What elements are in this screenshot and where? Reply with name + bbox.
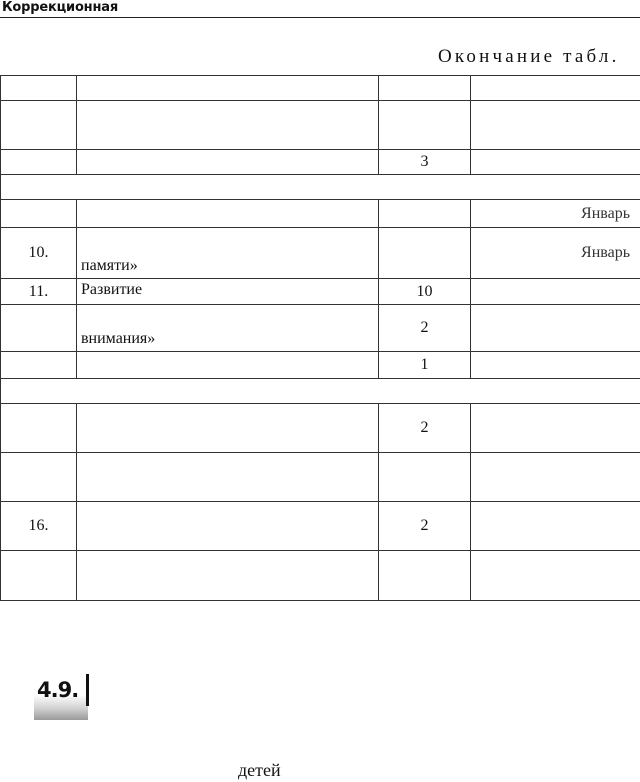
row-topic: памяти»: [77, 228, 379, 279]
row-date: [471, 453, 640, 502]
row-number: [1, 150, 77, 175]
row-hours: [379, 551, 471, 601]
row-hours: [379, 453, 471, 502]
section-number: 4.9.: [37, 678, 79, 702]
row-hours: [379, 228, 471, 279]
section-heading: [1, 379, 640, 404]
row-number: [1, 101, 77, 150]
row-number: [1, 352, 77, 379]
row-date: [471, 150, 640, 175]
table-caption: Окончание табл.: [438, 46, 620, 67]
table-row: [1, 551, 640, 601]
body-text: детей: [238, 760, 281, 780]
row-number: 10.: [1, 228, 77, 279]
row-date: [471, 502, 640, 551]
row-number: [1, 76, 77, 101]
schedule-table: [0, 75, 640, 601]
row-date: [471, 279, 640, 305]
row-hours: 10: [379, 279, 471, 305]
section-number-badge: [34, 664, 88, 720]
running-header: [0, 0, 640, 18]
row-topic: [77, 502, 379, 551]
row-number: 11.: [1, 279, 77, 305]
table-row: [1, 279, 640, 305]
row-hours: [379, 200, 471, 228]
table-row: [1, 76, 640, 101]
row-topic: [77, 551, 379, 601]
row-topic: [77, 76, 379, 101]
table-row: [1, 101, 640, 150]
table-row: [1, 502, 640, 551]
row-date: [471, 101, 640, 150]
table-row: [1, 228, 640, 279]
row-number: [1, 453, 77, 502]
row-hours: [379, 76, 471, 101]
row-date: [471, 551, 640, 601]
row-date: Январь: [471, 200, 640, 228]
row-number: [1, 305, 77, 352]
section-row: [1, 379, 640, 404]
row-number: [1, 551, 77, 601]
row-topic: внимания»: [77, 305, 379, 352]
row-hours: 2: [379, 404, 471, 453]
row-topic: [77, 352, 379, 379]
section-heading: [1, 175, 640, 200]
row-date: [471, 305, 640, 352]
table-row: [1, 150, 640, 175]
row-number: [1, 404, 77, 453]
row-hours: 2: [379, 305, 471, 352]
row-topic: Развитие: [77, 279, 379, 305]
row-date: [471, 404, 640, 453]
row-number: [1, 200, 77, 228]
row-hours: 3: [379, 150, 471, 175]
row-date: [471, 76, 640, 101]
section-badge-bar: [86, 674, 89, 706]
table-row: [1, 200, 640, 228]
table-row: [1, 453, 640, 502]
running-header-title: Коррекционная: [2, 0, 118, 15]
table-row: [1, 404, 640, 453]
row-topic: [77, 453, 379, 502]
section-row: [1, 175, 640, 200]
row-hours: [379, 101, 471, 150]
row-date: Январь: [471, 228, 640, 279]
row-topic: [77, 150, 379, 175]
row-date: [471, 352, 640, 379]
row-topic: [77, 404, 379, 453]
row-number: 16.: [1, 502, 77, 551]
row-hours: 1: [379, 352, 471, 379]
table-row: [1, 305, 640, 352]
row-topic: [77, 101, 379, 150]
row-topic: [77, 200, 379, 228]
table-row: [1, 352, 640, 379]
row-hours: 2: [379, 502, 471, 551]
